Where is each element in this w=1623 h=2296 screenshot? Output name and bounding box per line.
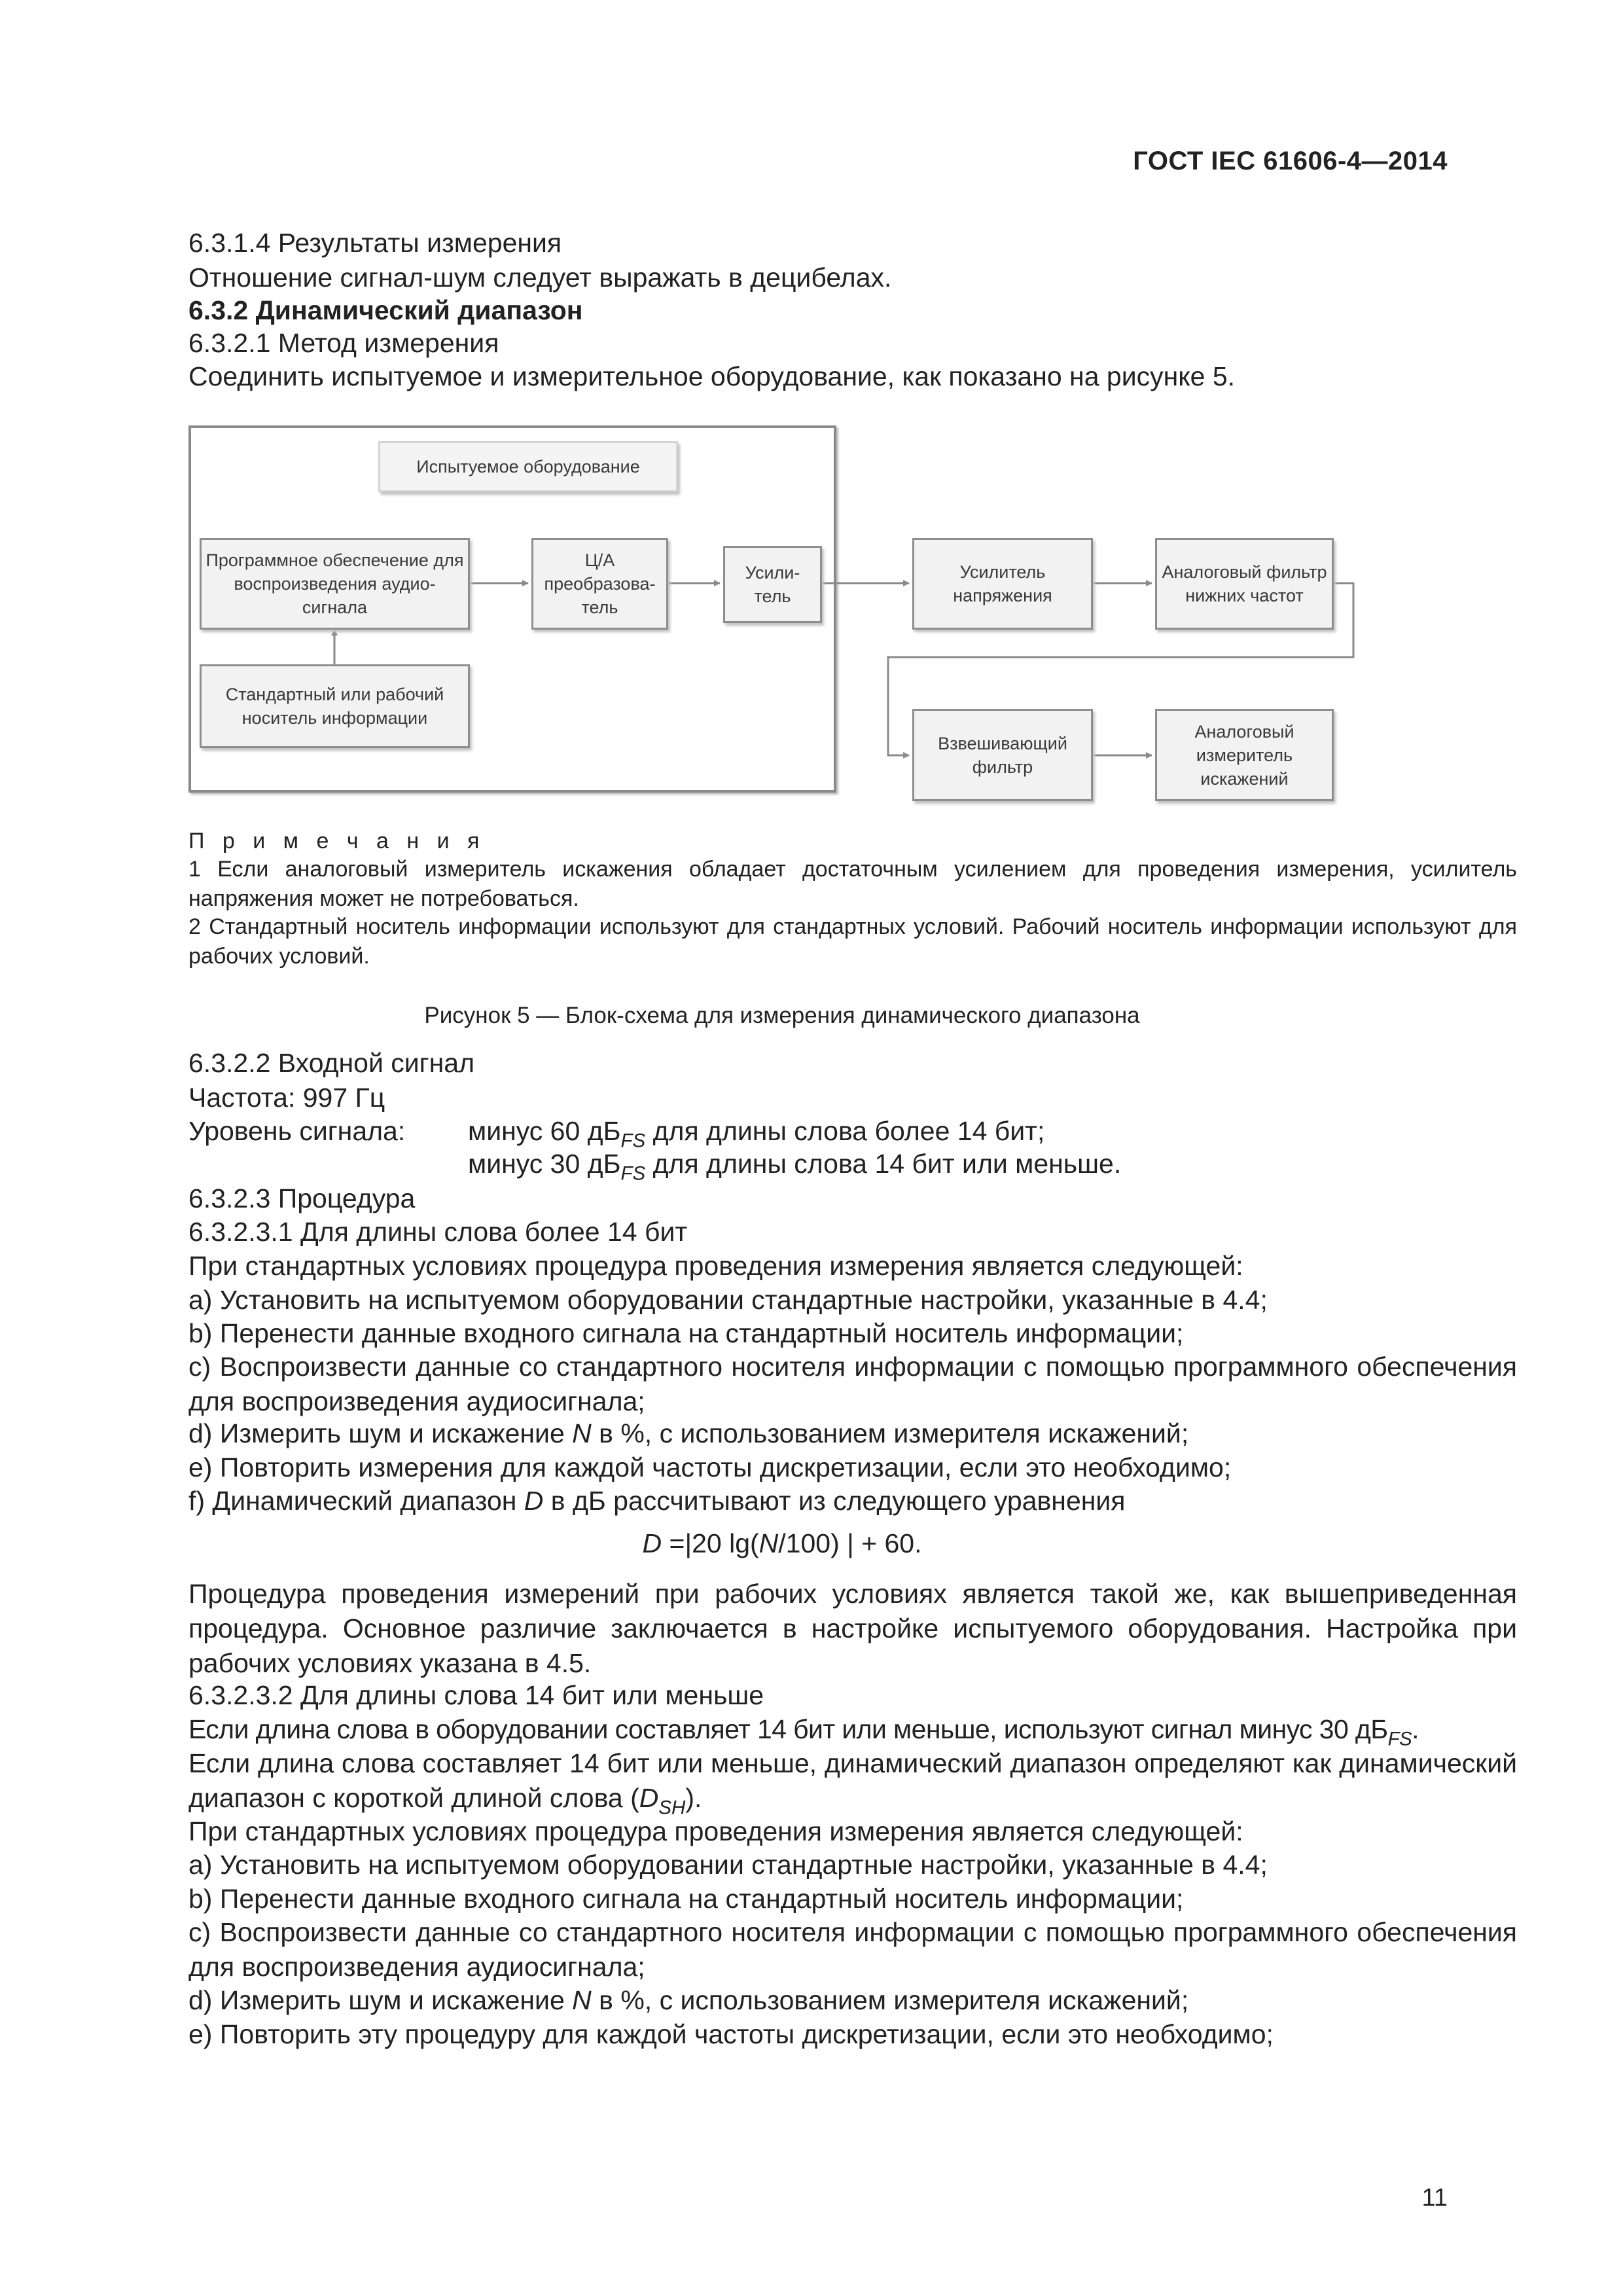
storage-media-block: Стандартный или рабочий носитель информации [200,664,470,748]
lowpass-filter-block: Аналоговый фильтр нижних частот [1155,538,1334,630]
playback-software-block: Программное обеспечение для воспроизведения аудио- сигнала [200,538,470,630]
working-conditions-paragraph: Процедура проведения измерений при рабочих условиях является такой же, как вышеприведенная процедура. Основное различие заключается в настройке испытуемого оборудования. Настройка при рабочих условиях указана в 4.5. [188,1579,1517,1678]
signal-level-2 [468,1147,1384,1185]
step-b-2: b) Перенести данные входного сигнала на стандартный носитель информации; [188,1884,1184,1914]
step-e-1: e) Повторить измерения для каждой частоты дискретизации, если это необходимо; [188,1452,1232,1482]
fs-subscript: FS [620,1130,646,1152]
clause-6-3-2-heading: 6.3.2 Динамический диапазон [188,295,583,325]
clause-text-snr: Отношение сигнал-шум следует выражать в децибелах. [188,262,892,293]
voltage-amplifier-block: Усилитель напряжения [912,538,1093,630]
step-d-text-end: в %, с использованием измерителя искажений; [591,1418,1189,1448]
step-d-text: d) Измерить шум и искажение [188,1418,573,1448]
dsh-text: Если длина слова составляет 14 бит или меньше, динамический диапазон определяют как динамический диапазон с короткой длиной слова ( [188,1748,1517,1813]
formula-d: D [642,1528,662,1558]
level-1-text: для длины слова более 14 бит; [645,1116,1045,1146]
step-a-2: a) Установить на испытуемом оборудовании стандартные настройки, указанные в 4.4; [188,1850,1268,1880]
clause-6-3-2-3-2: 6.3.2.3.2 Для длины слова 14 бит или меньше [188,1680,764,1710]
formula-part-a: =|20 lg( [662,1528,759,1558]
distortion-meter-block: Аналоговый измеритель искажений [1155,709,1334,801]
clause-6-3-2-3-1: 6.3.2.3.1 Для длины слова более 14 бит [188,1217,688,1247]
step-f-text-end: в дБ рассчитывают из следующего уравнения [543,1486,1126,1516]
var-dsh: D [639,1783,659,1813]
procedure-intro-2: При стандартных условиях процедура проведения измерения является следующей: [188,1816,1243,1846]
step-d-text: d) Измерить шум и искажение [188,1985,573,2015]
var-n: N [572,1985,592,2015]
clause-6-3-2-2: 6.3.2.2 Входной сигнал [188,1048,474,1078]
signal-level-label: Уровень сигнала: [188,1116,406,1146]
short-word-signal-end: . [1412,1714,1419,1744]
formula-part-b: /100) | + 60. [778,1528,922,1558]
step-d-1 [118,1416,1517,1451]
step-f [118,1484,1517,1518]
step-c-2: c) Воспроизвести данные со стандартного носителя информации с помощью программного обеспечения для воспроизведения аудиосигнала; [188,1917,1517,1982]
amplifier-block: Усили- тель [723,546,822,623]
clause-6-3-1-4: 6.3.1.4 Результаты измерения [188,228,562,258]
sh-subscript: SH [658,1797,686,1819]
note-1: 1 Если аналоговый измеритель искажения обладает достаточным усилением для проведения измерения, усилитель напряжения может не потребоваться. [188,857,1517,911]
step-b-1: b) Перенести данные входного сигнала на стандартный носитель информации; [188,1318,1184,1348]
figure-caption: Рисунок 5 — Блок-схема для измерения динамического диапазона [424,1003,1140,1028]
fs-subscript: FS [620,1162,646,1185]
short-word-signal [118,1712,1517,1750]
dsh-text-end: ). [685,1783,702,1813]
var-n: N [572,1418,592,1448]
step-c-1: c) Воспроизвести данные со стандартного носителя информации с помощью программного обеспечения для воспроизведения аудиосигнала; [188,1352,1517,1416]
level-1-value: минус 60 дБ [468,1116,621,1146]
clause-6-3-2-3: 6.3.2.3 Процедура [188,1183,416,1213]
step-d-2 [118,1983,1517,2018]
var-d: D [524,1486,544,1516]
step-a-1: a) Установить на испытуемом оборудовании стандартные настройки, указанные в 4.4; [188,1285,1268,1315]
step-f-text: f) Динамический диапазон [188,1486,524,1516]
clause-6-3-2-1: 6.3.2.1 Метод измерения [188,328,499,358]
level-2-value: минус 30 дБ [468,1149,621,1179]
dac-block: Ц/А преобразова- тель [531,538,668,630]
clause-text-connect: Соединить испытуемое и измерительное оборудование, как показано на рисунке 5. [188,361,1236,391]
connector-lines [0,0,1623,812]
short-word-signal-text: Если длина слова в оборудовании составляет 14 бит или меньше, используют сигнал минус 30 дБ [188,1714,1388,1744]
dut-label-block: Испытуемое оборудование [378,441,678,492]
signal-level-1 [468,1114,1384,1152]
notes-title: П р и м е ч а н и я [188,829,486,853]
formula-n: N [758,1528,779,1558]
weighting-filter-block: Взвешивающий фильтр [912,709,1093,801]
dut-frame [188,425,836,793]
step-e-2: e) Повторить эту процедуру для каждой частоты дискретизации, если это необходимо; [188,2019,1274,2049]
frequency-line: Частота: 997 Гц [188,1083,385,1113]
note-2: 2 Стандартный носитель информации используют для стандартных условий. Рабочий носитель информации используют для рабочих условий. [188,914,1517,969]
document-header-id: ГОСТ IEC 61606-4—2014 [1133,147,1448,175]
step-d-text-end: в %, с использованием измерителя искажений; [591,1985,1189,2015]
dynamic-range-formula [118,1528,1446,1559]
page-number: 11 [1421,2184,1448,2212]
fs-subscript: FS [1387,1728,1412,1750]
level-2-text: для длины слова 14 бит или меньше. [645,1149,1122,1179]
figure-5-block-diagram [0,0,1623,812]
short-word-dynamic-range [118,1746,1517,1819]
procedure-intro-1: При стандартных условиях процедура проведения измерения является следующей: [188,1251,1243,1281]
